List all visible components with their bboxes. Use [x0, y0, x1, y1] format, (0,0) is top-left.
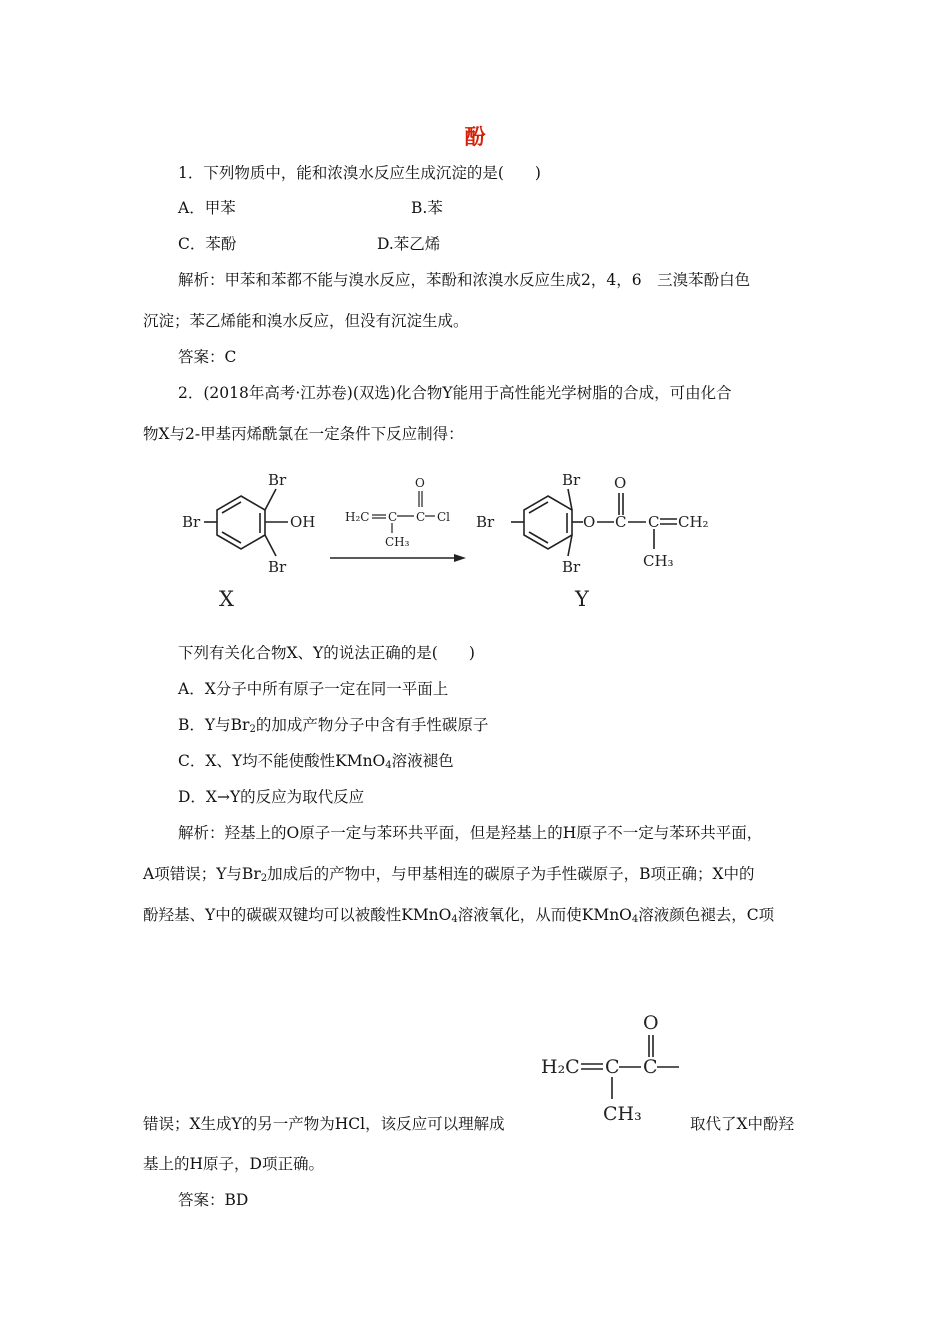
q2-analysis-line-4-right: 取代了X中酚羟	[690, 1115, 795, 1133]
y-ch2: CH₂	[678, 513, 709, 531]
q2-analysis-line-3: 酚羟基、Y中的碳碳双键均可以被酸性KMnO$_4$溶液氧化，从而使KMnO$_4$溶液颜色褪去，C项	[143, 906, 775, 925]
svg-text:H₂C: H₂C	[345, 510, 370, 524]
q1-analysis-line-1: 解析：甲苯和苯都不能与溴水反应，苯酚和浓溴水反应生成2，4，6 三溴苯酚白色	[178, 271, 751, 289]
x-oh: OH	[290, 513, 316, 531]
svg-text:C: C	[388, 510, 398, 524]
svg-text:O: O	[415, 476, 425, 490]
x-br-top: Br	[268, 471, 287, 489]
q1-option-a: A．甲苯	[178, 199, 236, 217]
y-carbonyl-o: O	[614, 474, 627, 492]
y-label: Y	[575, 587, 589, 611]
x-br-left: Br	[182, 513, 201, 531]
q1-analysis-line-2: 沉淀；苯乙烯能和溴水反应，但没有沉淀生成。	[143, 312, 469, 330]
q2-analysis-line-1: 解析：羟基上的O原子一定与苯环共平面，但是羟基上的H原子不一定与苯环共平面，	[178, 824, 763, 842]
svg-text:C: C	[605, 1056, 620, 1078]
q2-analysis-line-4-left: 错误；X生成Y的另一产物为HCl，该反应可以理解成	[143, 1115, 505, 1133]
svg-text:C: C	[416, 510, 426, 524]
q2-stem-line-1: 2．(2018年高考·江苏卷)(双选)化合物Y能用于高性能光学树脂的合成，可由化合	[178, 384, 732, 402]
svg-text:C: C	[643, 1056, 658, 1078]
q1-answer: 答案：C	[178, 348, 237, 366]
q2-analysis-line-5: 基上的H原子，D项正确。	[143, 1155, 324, 1173]
q1-option-b: B.苯	[411, 199, 443, 217]
svg-text:H₂C: H₂C	[541, 1056, 580, 1078]
q2-question: 下列有关化合物X、Y的说法正确的是( )	[178, 644, 475, 662]
q2-option-b: B．Y与$Br_2$的加成产物分子中含有手性碳原子	[178, 716, 489, 735]
methacryloyl-group-structure	[535, 1005, 695, 1130]
svg-text:O: O	[643, 1012, 659, 1034]
y-br-left: Br	[476, 513, 495, 531]
q1-option-d: D.苯乙烯	[377, 235, 441, 253]
page-title: 酚	[464, 124, 486, 149]
y-ch3: CH₃	[643, 552, 674, 570]
y-alkene-c: C	[648, 513, 660, 531]
q2-answer: 答案：BD	[178, 1191, 249, 1209]
svg-text:CH₃: CH₃	[603, 1103, 642, 1125]
q1-option-c: C．苯酚	[178, 235, 237, 253]
x-br-bottom: Br	[268, 558, 287, 576]
y-br-top: Br	[562, 471, 581, 489]
x-label: X	[219, 587, 234, 611]
q1-stem: 1．下列物质中，能和浓溴水反应生成沉淀的是( )	[178, 164, 541, 182]
q2-option-d: D．X→Y的反应为取代反应	[178, 788, 365, 806]
y-br-bottom: Br	[562, 558, 581, 576]
q2-stem-line-2: 物X与2-甲基丙烯酰氯在一定条件下反应制得：	[143, 425, 464, 443]
reaction-scheme	[170, 455, 770, 620]
acyl-chloride-reagent	[345, 476, 450, 549]
q2-option-c: C．X、Y均不能使酸性KMnO$_4$溶液褪色	[178, 752, 454, 771]
q2-option-a: A．X分子中所有原子一定在同一平面上	[178, 680, 449, 698]
svg-text:Cl: Cl	[437, 510, 451, 524]
compound-x-structure	[204, 489, 288, 556]
reaction-arrow	[330, 554, 466, 562]
y-ester-o: O	[583, 513, 596, 531]
y-carbonyl-c: C	[615, 513, 627, 531]
q2-analysis-line-2: A项错误；Y与$Br_2$加成后的产物中，与甲基相连的碳原子为手性碳原子，B项正确；X中的	[143, 865, 755, 884]
svg-text:CH₃: CH₃	[385, 535, 410, 549]
